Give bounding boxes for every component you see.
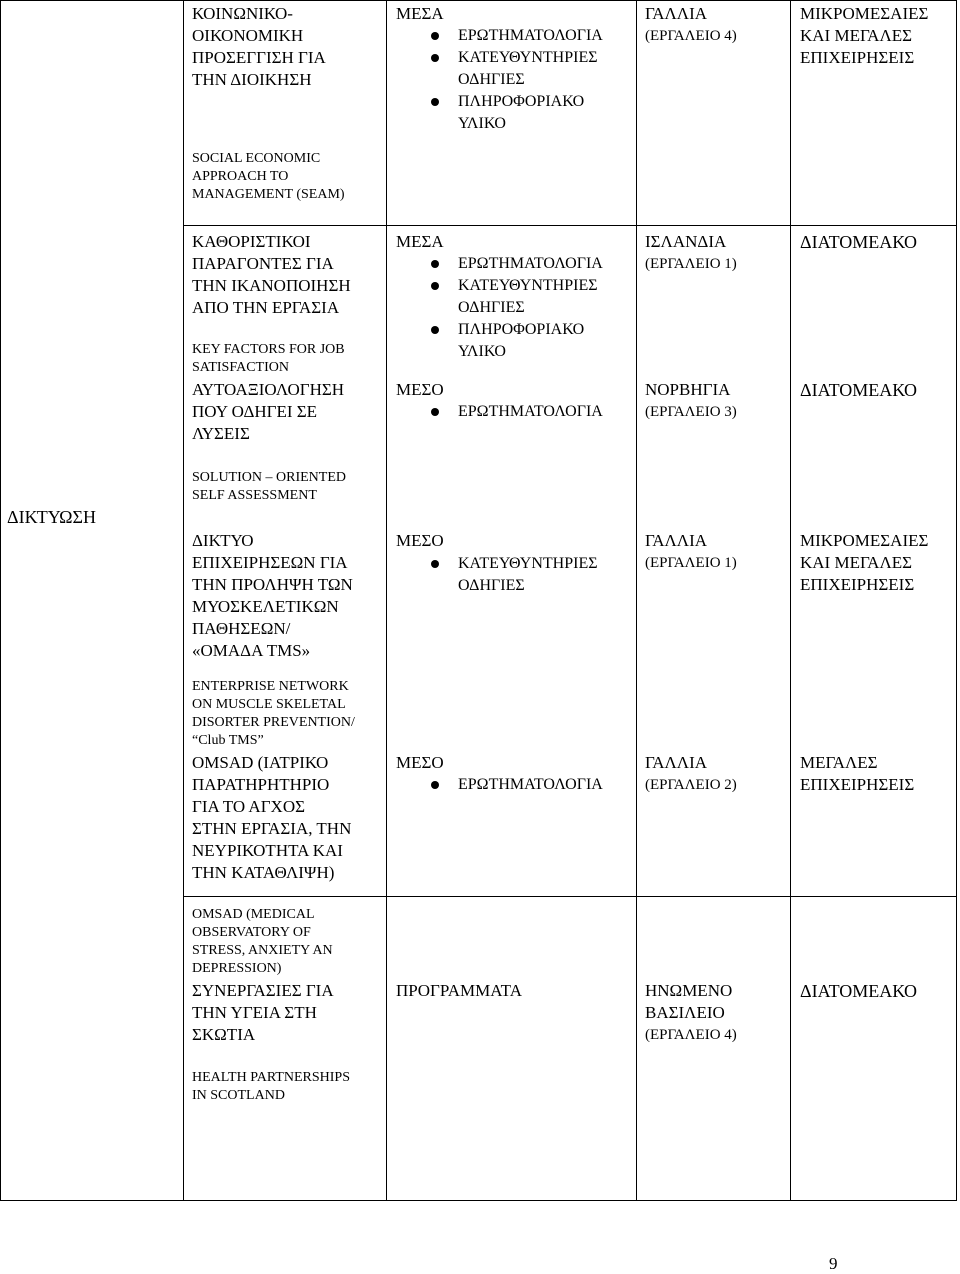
row3-target: ΔΙΑΤΟΜΕΑΚΟ bbox=[800, 380, 918, 400]
bullet-icon bbox=[431, 98, 439, 106]
grid-top-border bbox=[0, 0, 957, 1]
row1-tools bbox=[458, 25, 603, 135]
row1-country: ΓΑΛΛΙΑ (ΕΡΓΑΛΕΙΟ 4) bbox=[645, 4, 737, 44]
tool-item: ΕΡΩΤΗΜΑΤΟΛΟΓΙΑ bbox=[458, 774, 603, 796]
row4-level: ΜΕΣΟ bbox=[396, 531, 444, 550]
row5-target: ΜΕΓΑΛΕΣ ΕΠΙΧΕΙΡΗΣΕΙΣ bbox=[800, 753, 915, 794]
row1-name-en: SOCIAL ECONOMIC APPROACH TO MANAGEMENT (SEAM) bbox=[192, 151, 345, 202]
bullet-icon bbox=[431, 560, 439, 568]
row6-name-en: HEALTH PARTNERSHIPS IN SCOTLAND bbox=[192, 1070, 350, 1103]
tool-item: ΚΑΤΕΥΘΥΝΤΗΡΙΕΣ ΟΔΗΓΙΕΣ bbox=[458, 47, 603, 91]
bullet-icon bbox=[431, 408, 439, 416]
bullet-icon bbox=[431, 326, 439, 334]
row3-name-en: SOLUTION – ORIENTED SELF ASSESSMENT bbox=[192, 470, 346, 503]
row5-country: ΓΑΛΛΙΑ (ΕΡΓΑΛΕΙΟ 2) bbox=[645, 753, 737, 793]
row4-tools bbox=[458, 553, 598, 597]
row2-level: ΜΕΣΑ bbox=[396, 232, 444, 251]
row1-level: ΜΕΣΑ bbox=[396, 4, 444, 23]
row6-level: ΠΡΟΓΡΑΜΜΑΤΑ bbox=[396, 981, 522, 1000]
row5-tools bbox=[458, 774, 603, 796]
row4-country: ΓΑΛΛΙΑ (ΕΡΓΑΛΕΙΟ 1) bbox=[645, 531, 737, 571]
row2-target: ΔΙΑΤΟΜΕΑΚΟ bbox=[800, 232, 918, 252]
tool-item: ΕΡΩΤΗΜΑΤΟΛΟΓΙΑ bbox=[458, 25, 603, 47]
row1-name-gr: ΚΟΙΝΩΝΙΚΟ- ΟΙΚΟΝΟΜΙΚΗ ΠΡΟΣΕΓΓΙΣΗ ΓΙΑ ΤΗΝ ΔΙΟΙΚΗΣΗ bbox=[192, 4, 326, 89]
row3-country: ΝΟΡΒΗΓΙΑ (ΕΡΓΑΛΕΙΟ 3) bbox=[645, 380, 737, 420]
row1-target: ΜΙΚΡΟΜΕΣΑΙΕΣ ΚΑΙ ΜΕΓΑΛΕΣ ΕΠΙΧΕΙΡΗΣΕΙΣ bbox=[800, 4, 929, 67]
tool-item: ΠΛΗΡΟΦΟΡΙΑΚΟ ΥΛΙΚΟ bbox=[458, 91, 603, 135]
row5-name-gr: OMSAD (ΙΑΤΡΙΚΟ ΠΑΡΑΤΗΡΗΤΗΡΙΟ ΓΙΑ ΤΟ ΑΓΧΟΣ ΣΤΗΝ ΕΡΓΑΣΙΑ, ΤΗΝ ΝΕΥΡΙΚΟΤΗΤΑ ΚΑΙ ΤΗΝ ΚΑΤΑΘΛΙΨΗ) bbox=[192, 753, 352, 882]
grid-col1-border bbox=[183, 0, 184, 1201]
tool-item: ΚΑΤΕΥΘΥΝΤΗΡΙΕΣ ΟΔΗΓΙΕΣ bbox=[458, 275, 603, 319]
grid-right-border bbox=[956, 0, 957, 1201]
row5-name-en: OMSAD (MEDICAL OBSERVATORY OF STRESS, ANXIETY AN DEPRESSION) bbox=[192, 907, 333, 976]
bullet-icon bbox=[431, 282, 439, 290]
row3-name-gr: ΑΥΤΟΑΞΙΟΛΟΓΗΣΗ ΠΟΥ ΟΔΗΓΕΙ ΣΕ ΛΥΣΕΙΣ bbox=[192, 380, 345, 443]
grid-left-border bbox=[0, 0, 1, 1201]
tool-item: ΠΛΗΡΟΦΟΡΙΑΚΟ ΥΛΙΚΟ bbox=[458, 319, 603, 363]
row2-country: ΙΣΛΑΝΔΙΑ (ΕΡΓΑΛΕΙΟ 1) bbox=[645, 232, 737, 272]
bullet-icon bbox=[431, 32, 439, 40]
page-number: 9 bbox=[829, 1254, 838, 1273]
row6-target: ΔΙΑΤΟΜΕΑΚΟ bbox=[800, 981, 918, 1001]
row2-name-gr: ΚΑΘΟΡΙΣΤΙΚΟΙ ΠΑΡΑΓΟΝΤΕΣ ΓΙΑ ΤΗΝ ΙΚΑΝΟΠΟΙΗΣΗ ΑΠΟ ΤΗΝ ΕΡΓΑΣΙΑ bbox=[192, 232, 351, 317]
row2-name-en: KEY FACTORS FOR JOB SATISFACTION bbox=[192, 342, 345, 375]
row6-country: ΗΝΩΜΕΝΟ ΒΑΣΙΛΕΙΟ (ΕΡΓΑΛΕΙΟ 4) bbox=[645, 981, 737, 1043]
grid-bottom-border bbox=[0, 1200, 957, 1201]
row-divider-2 bbox=[183, 896, 957, 897]
grid-col2-border bbox=[386, 0, 387, 1201]
grid-col3-border bbox=[636, 0, 637, 1201]
row-divider-1 bbox=[183, 225, 957, 226]
row3-level: ΜΕΣΟ bbox=[396, 380, 444, 399]
row4-target: ΜΙΚΡΟΜΕΣΑΙΕΣ ΚΑΙ ΜΕΓΑΛΕΣ ΕΠΙΧΕΙΡΗΣΕΙΣ bbox=[800, 531, 929, 594]
tool-item: ΕΡΩΤΗΜΑΤΟΛΟΓΙΑ bbox=[458, 253, 603, 275]
grid-col4-border bbox=[790, 0, 791, 1201]
tool-item: ΕΡΩΤΗΜΑΤΟΛΟΓΙΑ bbox=[458, 401, 603, 423]
row5-level: ΜΕΣΟ bbox=[396, 753, 444, 772]
row4-name-en: ENTERPRISE NETWORK ON MUSCLE SKELETAL DISORTER PREVENTION/ “Club TMS” bbox=[192, 679, 355, 748]
row6-name-gr: ΣΥΝΕΡΓΑΣΙΕΣ ΓΙΑ ΤΗΝ ΥΓΕΙΑ ΣΤΗ ΣΚΩΤΙΑ bbox=[192, 981, 334, 1044]
row4-name-gr: ΔΙΚΤΥΟ ΕΠΙΧΕΙΡΗΣΕΩΝ ΓΙΑ ΤΗΝ ΠΡΟΛΗΨΗ ΤΩΝ ΜΥΟΣΚΕΛΕΤΙΚΩΝ ΠΑΘΗΣΕΩΝ/ «ΟΜΑΔΑ TMS» bbox=[192, 531, 353, 660]
tool-item: ΚΑΤΕΥΘΥΝΤΗΡΙΕΣ ΟΔΗΓΙΕΣ bbox=[458, 553, 598, 597]
section-label: ΔΙΚΤΥΩΣΗ bbox=[7, 507, 97, 527]
bullet-icon bbox=[431, 54, 439, 62]
bullet-icon bbox=[431, 260, 439, 268]
row2-tools bbox=[458, 253, 603, 363]
bullet-icon bbox=[431, 781, 439, 789]
row3-tools bbox=[458, 401, 603, 423]
